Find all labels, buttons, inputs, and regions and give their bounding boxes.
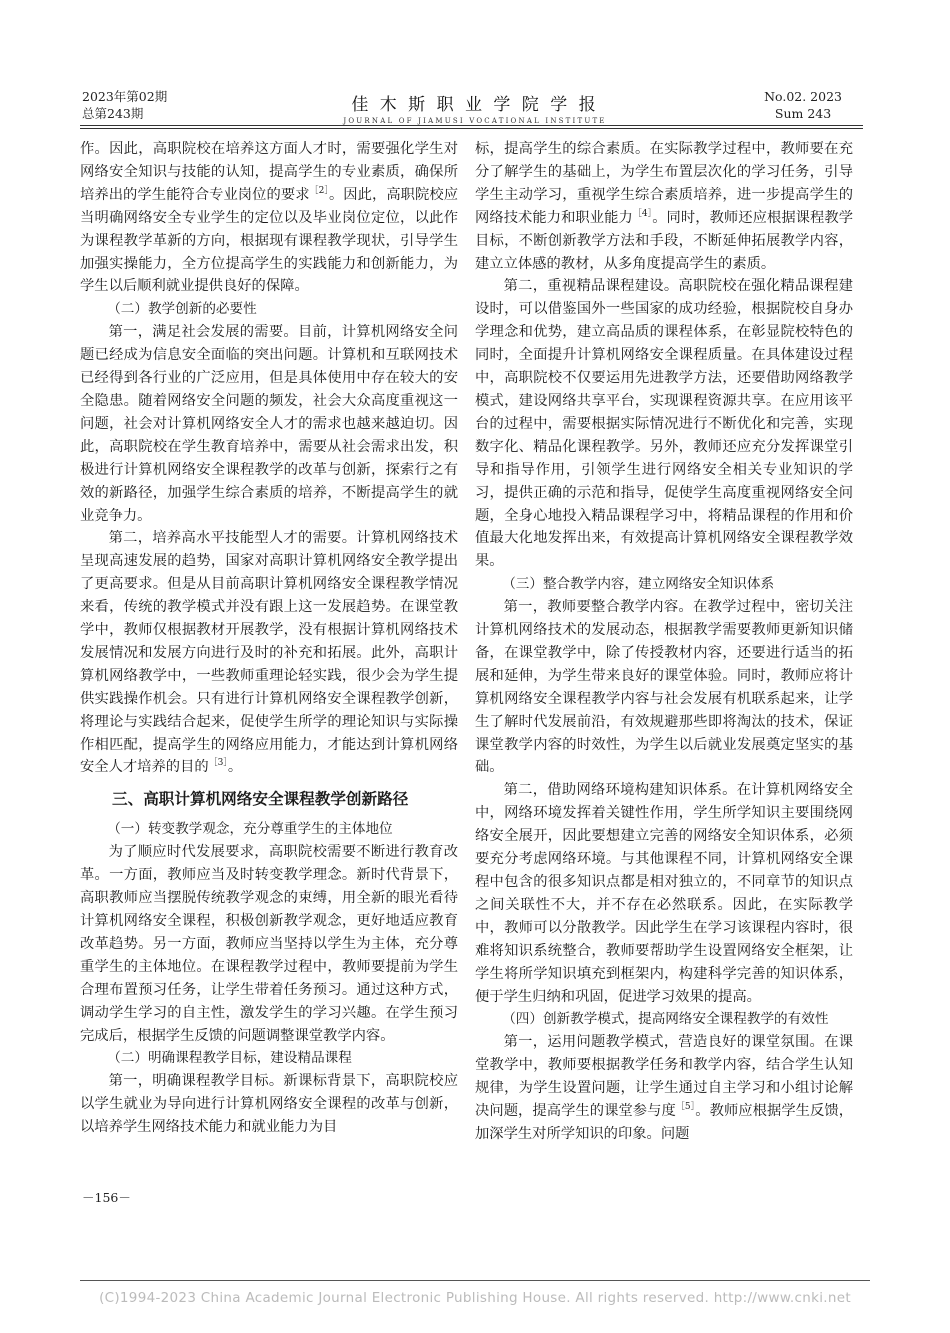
text: 。 (227, 759, 243, 776)
journal-title-cn: 佳 木 斯 职 业 学 院 学 报 (351, 95, 599, 115)
paragraph (80, 527, 458, 779)
citation: ［2］ (309, 186, 329, 197)
paragraph (475, 138, 853, 275)
paragraph: 第一，明确课程教学目标。新课标背景下，高职院校应以学生就业为导向进行计算机网络安全课程的改革与创新，以培养学生网络技术能力和就业能力为目 (80, 1073, 458, 1136)
paragraph: 第一，满足社会发展的需要。目前，计算机网络安全问题已经成为信息安全面临的突出问题。计算机和互联网技术已经得到各行业的广泛应用，但是具体使用中存在较大的安全隐患。随着网络安全问题的频发，社会大众高度重视这一问题，社会对计算机网络安全人才的需求也越来越迫切。因此，高职院校在学生教育培养中，需要从社会需求出发，积极进行计算机网络安全课程教学的改革与创新，探索行之有效的新路径，加强学生综合素质的培养，不断提高学生的就业竞争力。 (80, 324, 458, 524)
copyright-footer: (C)1994-2023 China Academic Journal Electronic Publishing House. All rights reserved. http://www.cnki.net (99, 1290, 851, 1306)
page-number: －156－ (82, 1190, 131, 1205)
text: 第一，运用问题教学模式，营造良好的课堂氛围。在课堂教学中，教师要根据教学任务和教学内容，结合学生认知规律，为学生设置问题，让学生通过自主学习和小组讨论解决问题，提高学生的课堂参与度 (475, 1034, 853, 1120)
header-rule (80, 125, 863, 126)
paragraph: 第二，借助网络环境构建知识体系。在计算机网络安全中，网络环境发挥着关键性作用，学生所学知识主要围绕网络安全展开，因此要想建立完善的网络安全知识体系，必须要充分考虑网络环境。与其他课程不同，计算机网络安全课程中包含的很多知识点都是相对独立的，不同章节的知识点之间关联性不大，并不存在必然联系。因此，在实际教学中，教师可以分散教学。因此学生在学习该课程内容时，很难将知识系统整合，教师要帮助学生设置网络安全框架，让学生将所学知识填充到框架内，构建科学完善的知识体系，便于学生归纳和巩固，促进学习效果的提高。 (475, 782, 853, 1005)
text: 作。因此，高职院校在培养这方面人才时，需要强化学生对网络安全知识与技能的认知，提高学生的专业素质，确保所培养出的学生能符合专业岗位的要求 (80, 141, 458, 203)
citation: ［4］ (632, 208, 653, 219)
citation: ［3］ (208, 758, 228, 769)
right-column (475, 138, 853, 1146)
text: 。同时，教师还应根据课程教学目标，不断创新教学方法和手段，不断延伸拓展教学内容，建立立体感的教材，从多角度提高学生的素质。 (475, 209, 854, 272)
left-column (80, 138, 458, 1139)
paragraph: 第二，重视精品课程建设。高职院校在强化精品课程建设时，可以借鉴国外一些国家的成功经验，根据院校自身办学理念和优势，建立高品质的课程体系，在彰显院校特色的同时，全面提升计算机网络安全课程质量。在具体建设过程中，高职院校不仅要运用先进教学方法，还要借助网络教学模式，建设网络共享平台，实现课程资源共享。在应用该平台的过程中，需要根据实际情况进行不断优化和完善，实现数字化、精品化课程教学。另外，教师还应充分发挥课堂引导和指导作用，引领学生进行网络安全相关专业知识的学习，提供正确的示范和指导，促使学生高度重视网络安全问题，全身心地投入精品课程学习中，将精品课程的作用和价值最大化地发挥出来，有效提高计算机网络安全课程教学效果。 (475, 278, 853, 570)
text: 第二，培养高水平技能型人才的需要。计算机网络技术呈现高速发展的趋势，国家对高职计算机网络安全教学提出了更高要求。但是从目前高职计算机网络安全课程教学情况来看，传统的教学模式并没有跟上这一发展趋势。在课堂教学中，教师仅根据教材开展教学，没有根据计算机网络技术发展情况和发展方向进行及时的补充和拓展。此外，高职计算机网络教学中，一些教师重理论轻实践，很少会为学生提供实践操作机会。只有进行计算机网络安全课程教学创新，将理论与实践结合起来，促使学生所学的理论知识与实际操作相匹配，提高学生的网络应用能力，才能达到计算机网络安全人才培养的目的 (80, 530, 458, 776)
subsection-heading: （二）教学创新的必要性 (107, 301, 257, 318)
section-heading: 三、高职计算机网络安全课程教学创新路径 (112, 790, 409, 809)
footer-rule (80, 1280, 870, 1281)
text: 标，提高学生的综合素质。在实际教学过程中，教师要在充分了解学生的基础上，为学生布置层次化的学习任务，引导学生主动学习，重视学生综合素质培养，进一步提高学生的网络技术能力和职业能力 (475, 141, 853, 226)
citation: ［5］ (675, 1102, 696, 1113)
total-en: Sum 243 (774, 106, 832, 121)
header-issue-right (764, 88, 842, 122)
paragraph (475, 1031, 853, 1146)
issue-cn: 2023年第02期 (82, 89, 168, 104)
total-cn: 总第243期 (82, 106, 144, 121)
issue-en: No.02. 2023 (764, 89, 842, 104)
paragraph: 为了顺应时代发展要求，高职院校需要不断进行教育改革。一方面，教师应当及时转变教学理念。新时代背景下，高职教师应当摆脱传统教学观念的束缚，用全新的眼光看待计算机网络安全课程，积极创新教学观念，更好地适应教育改革趋势。另一方面，教师应当坚持以学生为主体，充分尊重学生的主体地位。在课程教学过程中，教师要提前为学生合理布置预习任务，让学生带着任务预习。通过这种方式，调动学生学习的自主性，激发学生的学习兴趣。在学生预习完成后，根据学生反馈的问题调整课堂教学内容。 (80, 844, 458, 1044)
text: 。因此，高职院校应当明确网络安全专业学生的定位以及毕业岗位定位，以此作为课程教学革新的方向，根据现有课程教学现状，引导学生加强实操能力，全方位提高学生的实践能力和创新能力，为学生以后顺利就业提供良好的保障。 (80, 186, 459, 295)
subsection-heading: （三）整合教学内容，建立网络安全知识体系 (502, 576, 775, 593)
header-rule-thin (80, 128, 863, 129)
text: 。教师应根据学生反馈，加深学生对所学知识的印象。问题 (475, 1103, 854, 1142)
subsection-heading: （二）明确课程教学目标，建设精品课程 (107, 1050, 352, 1067)
subsection-heading: （四）创新教学模式，提高网络安全课程教学的有效性 (502, 1011, 829, 1028)
journal-title-en: JOURNAL OF JIAMUSI VOCATIONAL INSTITUTE (343, 117, 607, 125)
paragraph (80, 138, 458, 298)
paragraph: 第一，教师要整合教学内容。在教学过程中，密切关注计算机网络技术的发展动态，根据教学需要教师更新知识储备，在课堂教学中，除了传授教材内容，还要进行适当的拓展和延伸，为学生带来良好的课堂体验。同时，教师应将计算机网络安全课程教学内容与社会发展有机联系起来，让学生了解时代发展前沿，有效规避那些即将淘汰的技术，保证课堂教学内容的时效性，为学生以后就业发展奠定坚实的基础。 (475, 599, 853, 776)
subsection-heading: （一）转变教学观念，充分尊重学生的主体地位 (107, 821, 393, 838)
